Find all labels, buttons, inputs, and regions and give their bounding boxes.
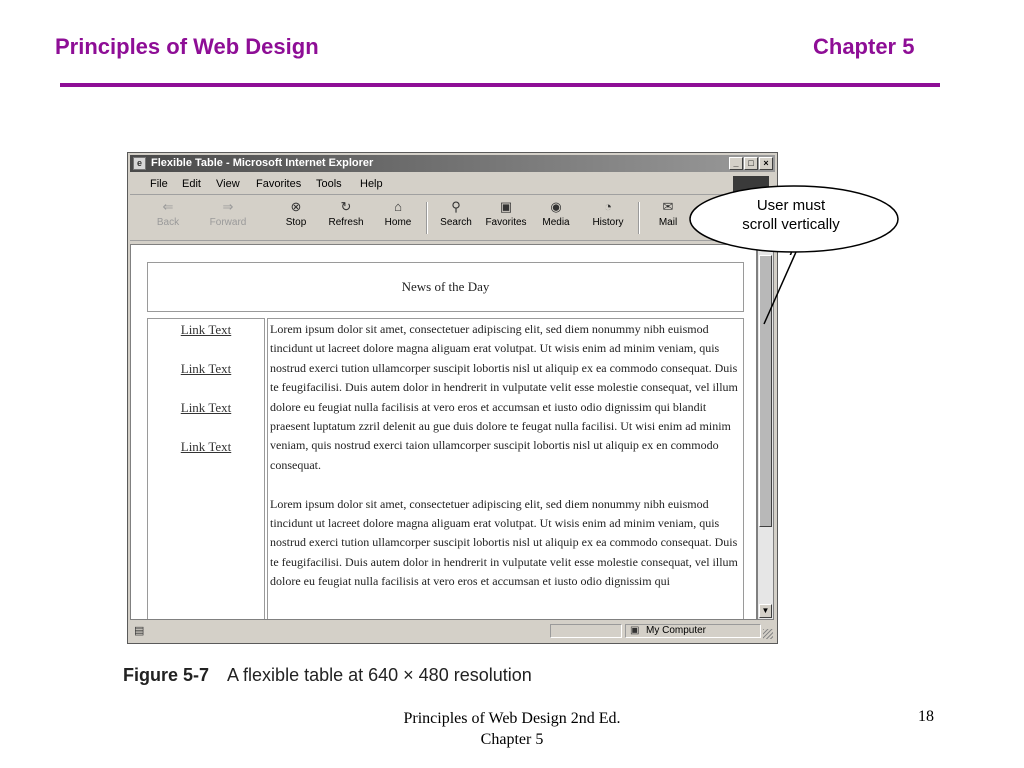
browser-window bbox=[127, 152, 778, 644]
nav-link[interactable]: Link Text bbox=[180, 439, 232, 454]
security-zone bbox=[625, 624, 761, 638]
refresh-button[interactable] bbox=[322, 199, 370, 228]
news-header-cell: News of the Day bbox=[147, 262, 744, 312]
callout-line-1: User must bbox=[756, 197, 826, 214]
back-label: Back bbox=[156, 217, 180, 228]
link-column bbox=[147, 318, 265, 620]
media-label: Media bbox=[542, 217, 570, 228]
callout-pointer bbox=[758, 248, 798, 328]
nav-link[interactable]: Link Text bbox=[180, 400, 232, 415]
stop-button[interactable] bbox=[272, 199, 320, 228]
mail-button[interactable] bbox=[644, 199, 692, 228]
article-cell bbox=[267, 318, 744, 620]
maximize-button[interactable]: □ bbox=[744, 157, 758, 170]
ie-app-icon: e bbox=[133, 157, 146, 170]
toolbar-separator bbox=[426, 202, 428, 234]
stop-label: Stop bbox=[285, 217, 307, 228]
back-arrow-icon: ⇐ bbox=[162, 199, 174, 214]
menu-edit[interactable]: Edit bbox=[182, 178, 201, 190]
footer-book-title: Principles of Web Design 2nd Ed. bbox=[403, 710, 621, 727]
stop-icon: ⊗ bbox=[290, 199, 302, 214]
search-label: Search bbox=[440, 217, 472, 228]
home-button[interactable] bbox=[374, 199, 422, 228]
menu-help[interactable]: Help bbox=[360, 178, 383, 190]
window-title: Flexible Table - Microsoft Internet Explorer bbox=[151, 157, 374, 169]
chapter-title: Chapter 5 bbox=[813, 34, 915, 59]
refresh-icon: ↻ bbox=[340, 199, 352, 214]
search-button[interactable] bbox=[432, 199, 480, 228]
status-bar bbox=[130, 622, 775, 641]
figure-caption-text: A flexible table at 640 × 480 resolution bbox=[227, 665, 532, 685]
menu-bar bbox=[130, 174, 775, 195]
home-icon: ⌂ bbox=[394, 199, 402, 214]
mail-icon: ✉ bbox=[662, 199, 674, 214]
history-icon: ◔ bbox=[604, 199, 612, 214]
nav-link[interactable]: Link Text bbox=[180, 322, 232, 337]
mail-label: Mail bbox=[658, 217, 678, 228]
favorites-icon: ▣ bbox=[499, 199, 513, 214]
callout-line-2: scroll vertically bbox=[742, 216, 840, 233]
toolbar-separator bbox=[638, 202, 640, 234]
page-number: 18 bbox=[918, 708, 934, 725]
page-icon: ▤ bbox=[134, 625, 145, 637]
slide-title: Principles of Web Design bbox=[55, 34, 319, 59]
article-paragraph: Lorem ipsum dolor sit amet, consectetuer adipiscing elit, sed diem nonummy nibh euismod tincidunt ut lacreet dolore magna aliguam erat volutpat. Ut wisis enim ad minim veniam, quis nostrud exerci tution ullamcorper suscipit lobortis nisl ut aliquip ex ea commodo consequat. Duis te feugifacilisi. Duis autem dolor in hendrerit in vulputate velit esse molestie consequat, vel illum dolore eu feugiat nulla facilisis at vero eros et accumsan et iusto odio dignissim qui blandit praesent luptatum zzril delenit au gue duis dolore te feugat nulla facilisi. Ut wisi enim ad minim veniam, quis nostrud exerci taion ullamcorper suscipit lobortis nisl ut aliquip ex en commodo consequat. bbox=[270, 322, 738, 472]
favorites-label: Favorites bbox=[485, 217, 527, 228]
footer bbox=[312, 708, 712, 750]
toolbar bbox=[130, 196, 775, 241]
forward-label: Forward bbox=[209, 217, 247, 228]
menu-tools[interactable]: Tools bbox=[316, 178, 342, 190]
article-paragraph: Lorem ipsum dolor sit amet, consectetuer adipiscing elit, sed diem nonummy nibh euismod tincidunt ut lacreet dolore magna aliguam erat volutpat. Ut wisis enim ad minim veniam, quis nostrud exerci tution ullamcorper suscipit lobortis nisl ut aliquip ex ea commodo consequat. Duis te feugifacilisi. Duis autem dolor in hendrerit in vulputate velit esse molestie consequat, vel illum dolore eu feugiat nulla facilisis at vero eros et accumsan et iusto odio dignissim qui bbox=[270, 496, 738, 589]
callout-text bbox=[716, 196, 866, 234]
footer-chapter: Chapter 5 bbox=[480, 731, 544, 748]
resize-grip[interactable] bbox=[763, 629, 773, 639]
refresh-label: Refresh bbox=[328, 217, 364, 228]
forward-button[interactable] bbox=[204, 199, 252, 228]
search-icon: ⚲ bbox=[451, 199, 461, 214]
scroll-down-arrow[interactable]: ▼ bbox=[759, 604, 772, 618]
back-button[interactable] bbox=[144, 199, 192, 228]
minimize-button[interactable]: _ bbox=[729, 157, 743, 170]
menu-favorites[interactable]: Favorites bbox=[256, 178, 302, 190]
computer-icon: ▣ bbox=[630, 625, 640, 636]
nav-link[interactable]: Link Text bbox=[180, 361, 232, 376]
figure-number: Figure 5-7 bbox=[123, 665, 210, 685]
media-icon: ◉ bbox=[550, 199, 562, 214]
history-label: History bbox=[592, 217, 624, 228]
zone-label: My Computer bbox=[646, 625, 707, 636]
menu-file[interactable]: File bbox=[150, 178, 168, 190]
favorites-button[interactable] bbox=[482, 199, 530, 228]
media-button[interactable] bbox=[532, 199, 580, 228]
menu-view[interactable]: View bbox=[216, 178, 240, 190]
page-viewport[interactable] bbox=[130, 244, 757, 620]
figure-caption bbox=[123, 665, 532, 686]
forward-arrow-icon: ⇒ bbox=[222, 199, 234, 214]
status-panes bbox=[550, 624, 622, 638]
home-label: Home bbox=[384, 217, 412, 228]
history-button[interactable] bbox=[584, 199, 632, 228]
window-titlebar[interactable] bbox=[130, 155, 775, 172]
close-button[interactable]: × bbox=[759, 157, 773, 170]
title-divider bbox=[60, 83, 940, 87]
